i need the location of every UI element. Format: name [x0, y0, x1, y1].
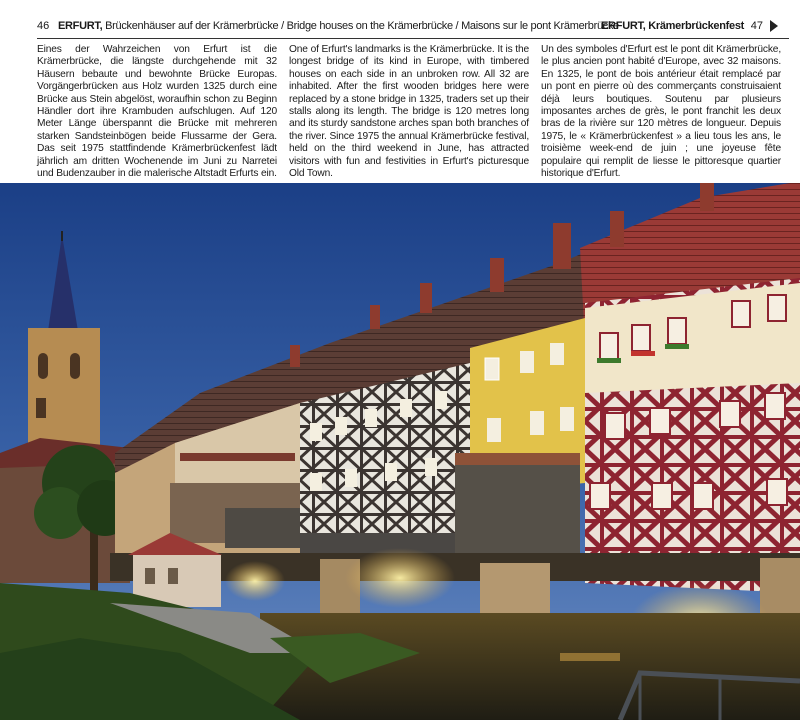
page-header [0, 0, 800, 36]
left-running-title [58, 20, 619, 32]
french-text-column: Un des symboles d'Erfurt est le pont dit Krämerbrücke, le plus ancien pont habité d'Europe, avec 32 maisons. En 1325, le pont de bois antérieur était remplacé par un pont en pierre où des commerçants construisaient déjà leurs boutiques. Soutenu par plusieurs imposantes arches de grès, le pont franchit les deux bras de la rivière sur 120 mètres de longueur. Depuis 1975, le « Krämerbrückenfest » a lieu tous les ans, le troisième week-end de juin ; une joyeuse fête populaire qui remplit de liesse le pittoresque quartier historique d'Erfurt. [541, 44, 781, 180]
left-title-city: ERFURT, [58, 20, 103, 32]
left-page-number: 46 [37, 20, 50, 32]
left-title-text: Brückenhäuser auf der Krämerbrücke / Bridge houses on the Krämerbrücke / Maisons sur le pont Krämerbrücke [102, 20, 619, 32]
kraemerbruecke-photo [0, 183, 800, 720]
right-running-title: ERFURT, Krämerbrückenfest [601, 20, 744, 32]
english-text-column: One of Erfurt's landmarks is the Krämerbrücke. It is the longest bridge of its kind in Europe, with timbered houses on each side in an unbroken row. All 32 are inhabited. After the first wooden bridges here were replaced by a stone bridge in 1325, traders set up their stalls along its length. The bridge is 120 metres long and its sturdy sandstone arches span both branches of the river. Since 1975 the annual Krämerbrücke festival, held on the third weekend in June, has attracted visitors with fun and festivities in Erfurt's picturesque Old Town. [289, 44, 529, 180]
german-text-column: Eines der Wahrzeichen von Erfurt ist die Krämerbrücke, die längste durchgehende mit 32 Häusern bebaute und bewohnte Brücke Europas. Vorgängerbrücken aus Holz wurden 1325 durch eine Brücke aus Stein abgelöst, woraufhin schon zu Beginn Händler dort ihre Krambuden aufschlugen. Auf 120 Meter Länge überspannt die Brücke mit mehreren starken Sandsteinbögen beide Flussarme der Gera. Das seit 1975 stattfindende Krämerbrückenfest lädt jährlich am dritten Wochenende im Juni zu Narretei und Budenzauber in die malerische Altstadt Erfurts ein. [37, 44, 277, 180]
next-page-arrow-icon[interactable] [770, 20, 778, 32]
right-page-number: 47 [750, 20, 763, 32]
header-rule [37, 38, 789, 39]
